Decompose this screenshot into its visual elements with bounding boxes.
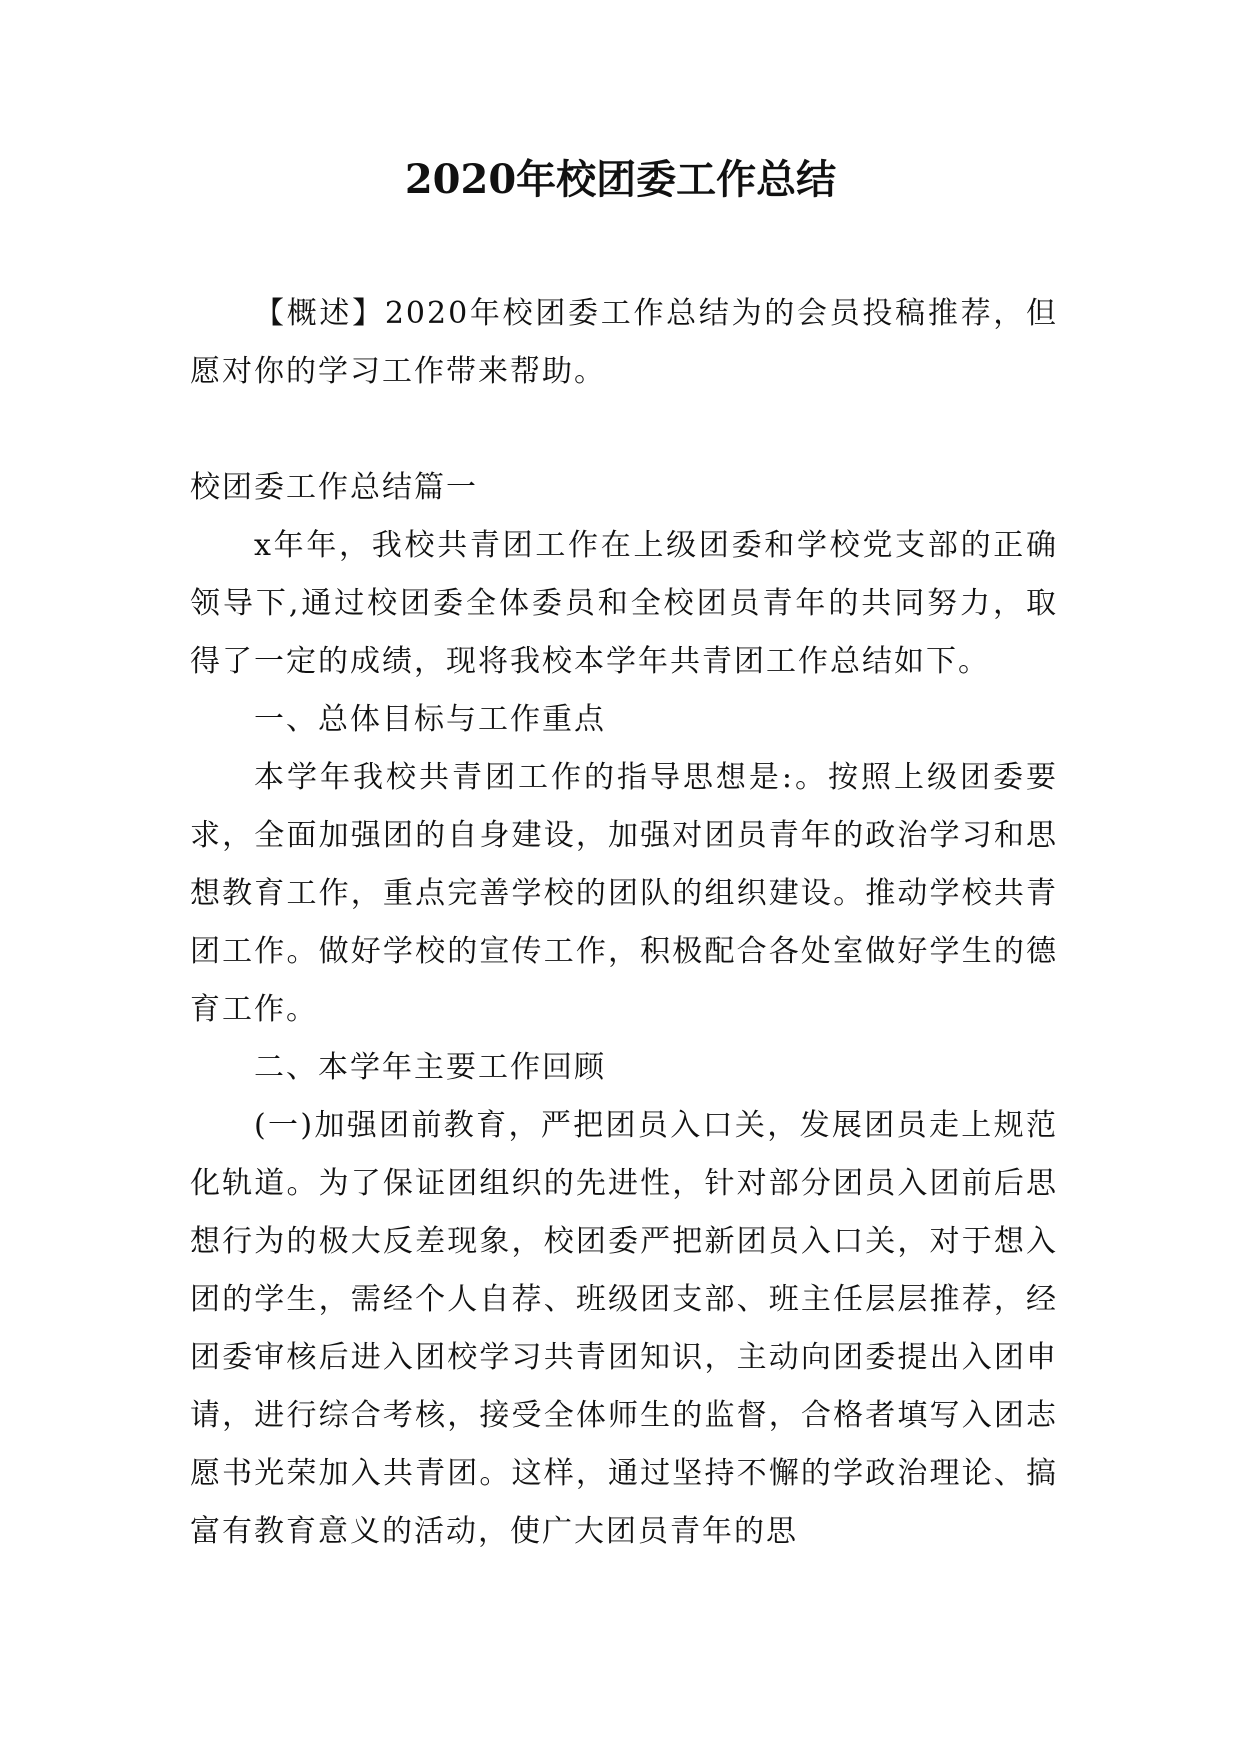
subheading-review: 二、本学年主要工作回顾 (254, 1050, 606, 1085)
goals-paragraph: 本学年我校共青团工作的指导思想是:。按照上级团委要求，全面加强团的自身建设，加强对团员青年的政治学习和思想教育工作，重点完善学校的团队的组织建设。推动学校共青团工作。做好学校的宣传工作，积极配合各处室做好学生的德育工作。 (190, 760, 1058, 1027)
summary-paragraph: 【概述】2020年校团委工作总结为的会员投稿推荐，但愿对你的学习工作带来帮助。 (190, 296, 1058, 389)
subheading-goals: 一、总体目标与工作重点 (254, 702, 606, 737)
intro-paragraph: x年年，我校共青团工作在上级团委和学校党支部的正确领导下,通过校团委全体委员和全校团员青年的共同努力，取得了一定的成绩，现将我校本学年共青团工作总结如下。 (190, 528, 1058, 679)
document-body (190, 285, 1058, 1561)
document-title: 2020年校团委工作总结 (404, 156, 837, 203)
section-heading-part-one: 校团委工作总结篇一 (190, 470, 478, 505)
review-paragraph: (一)加强团前教育，严把团员入口关，发展团员走上规范化轨道。为了保证团组织的先进性，针对部分团员入团前后思想行为的极大反差现象，校团委严把新团员入口关，对于想入团的学生，需经个人自荐、班级团支部、班主任层层推荐，经团委审核后进入团校学习共青团知识，主动向团委提出入团申请，进行综合考核，接受全体师生的监督，合格者填写入团志愿书光荣加入共青团。这样，通过坚持不懈的学政治理论、搞富有教育意义的活动，使广大团员青年的思 (190, 1108, 1058, 1549)
